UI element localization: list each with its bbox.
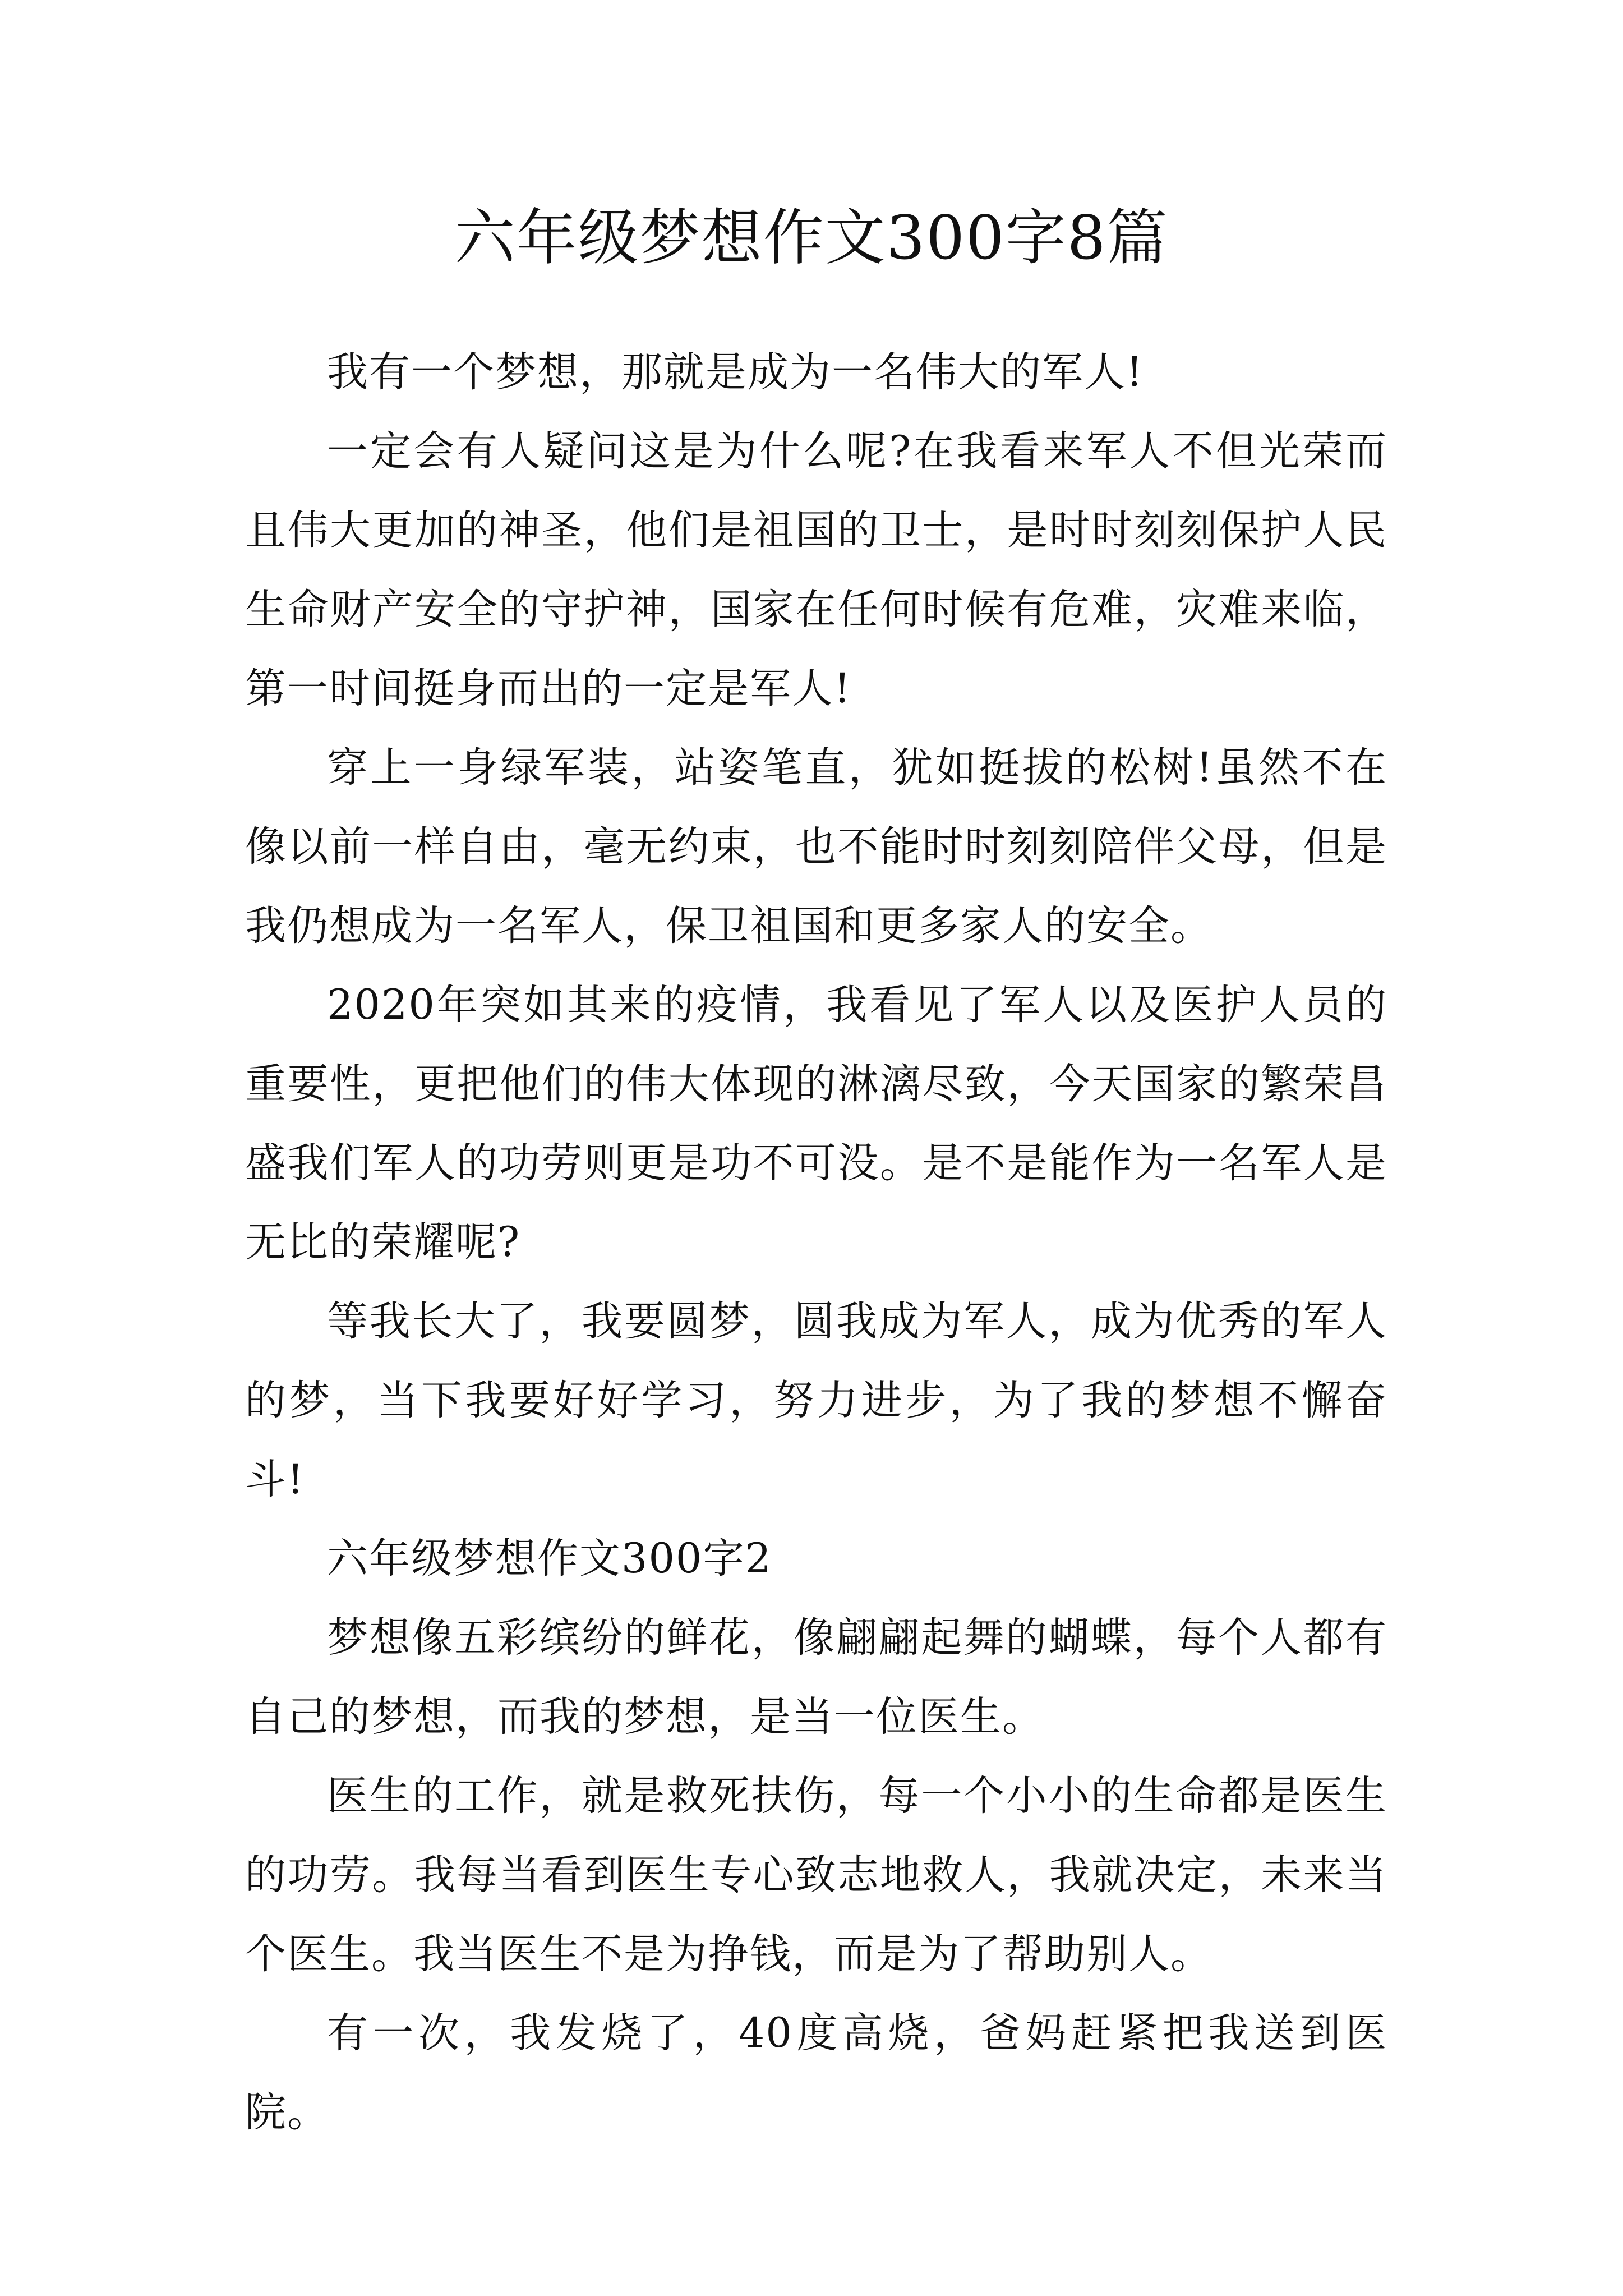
paragraph: 我有一个梦想，那就是成为一名伟大的军人! bbox=[327, 348, 1144, 396]
paragraph: 等我长大了，我要圆梦，圆我成为军人，成为优秀的军人的梦，当下我要好好学习，努力进步，为了我的梦想不懈奋斗! bbox=[245, 1297, 1387, 1503]
paragraph: 梦想像五彩缤纷的鲜花，像翩翩起舞的蝴蝶，每个人都有自己的梦想，而我的梦想，是当一位医生。 bbox=[245, 1614, 1387, 1741]
document-body bbox=[245, 333, 1387, 2152]
paragraph: 穿上一身绿军装，站姿笔直，犹如挺拔的松树!虽然不在像以前一样自由，毫无约束，也不能时时刻刻陪伴父母，但是我仍想成为一名军人，保卫祖国和更多家人的安全。 bbox=[245, 744, 1387, 950]
paragraph: 一定会有人疑问这是为什么呢?在我看来军人不但光荣而且伟大更加的神圣，他们是祖国的卫士，是时时刻刻保护人民生命财产安全的守护神，国家在任何时候有危难，灾难来临，第一时间挺身而出的一定是军人! bbox=[245, 427, 1387, 712]
document-title: 六年级梦想作文300字8篇 bbox=[454, 203, 1169, 273]
paragraph: 2020年突如其来的疫情，我看见了军人以及医护人员的重要性，更把他们的伟大体现的淋漓尽致，今天国家的繁荣昌盛我们军人的功劳则更是功不可没。是不是能作为一名军人是无比的荣耀呢? bbox=[245, 981, 1387, 1266]
section-heading: 六年级梦想作文300字2 bbox=[327, 1535, 772, 1582]
paragraph: 有一次，我发烧了，40度高烧，爸妈赶紧把我送到医院。 bbox=[245, 2009, 1387, 2136]
paragraph: 医生的工作，就是救死扶伤，每一个小小的生命都是医生的功劳。我每当看到医生专心致志地救人，我就决定，未来当个医生。我当医生不是为挣钱，而是为了帮助别人。 bbox=[245, 1772, 1387, 1978]
